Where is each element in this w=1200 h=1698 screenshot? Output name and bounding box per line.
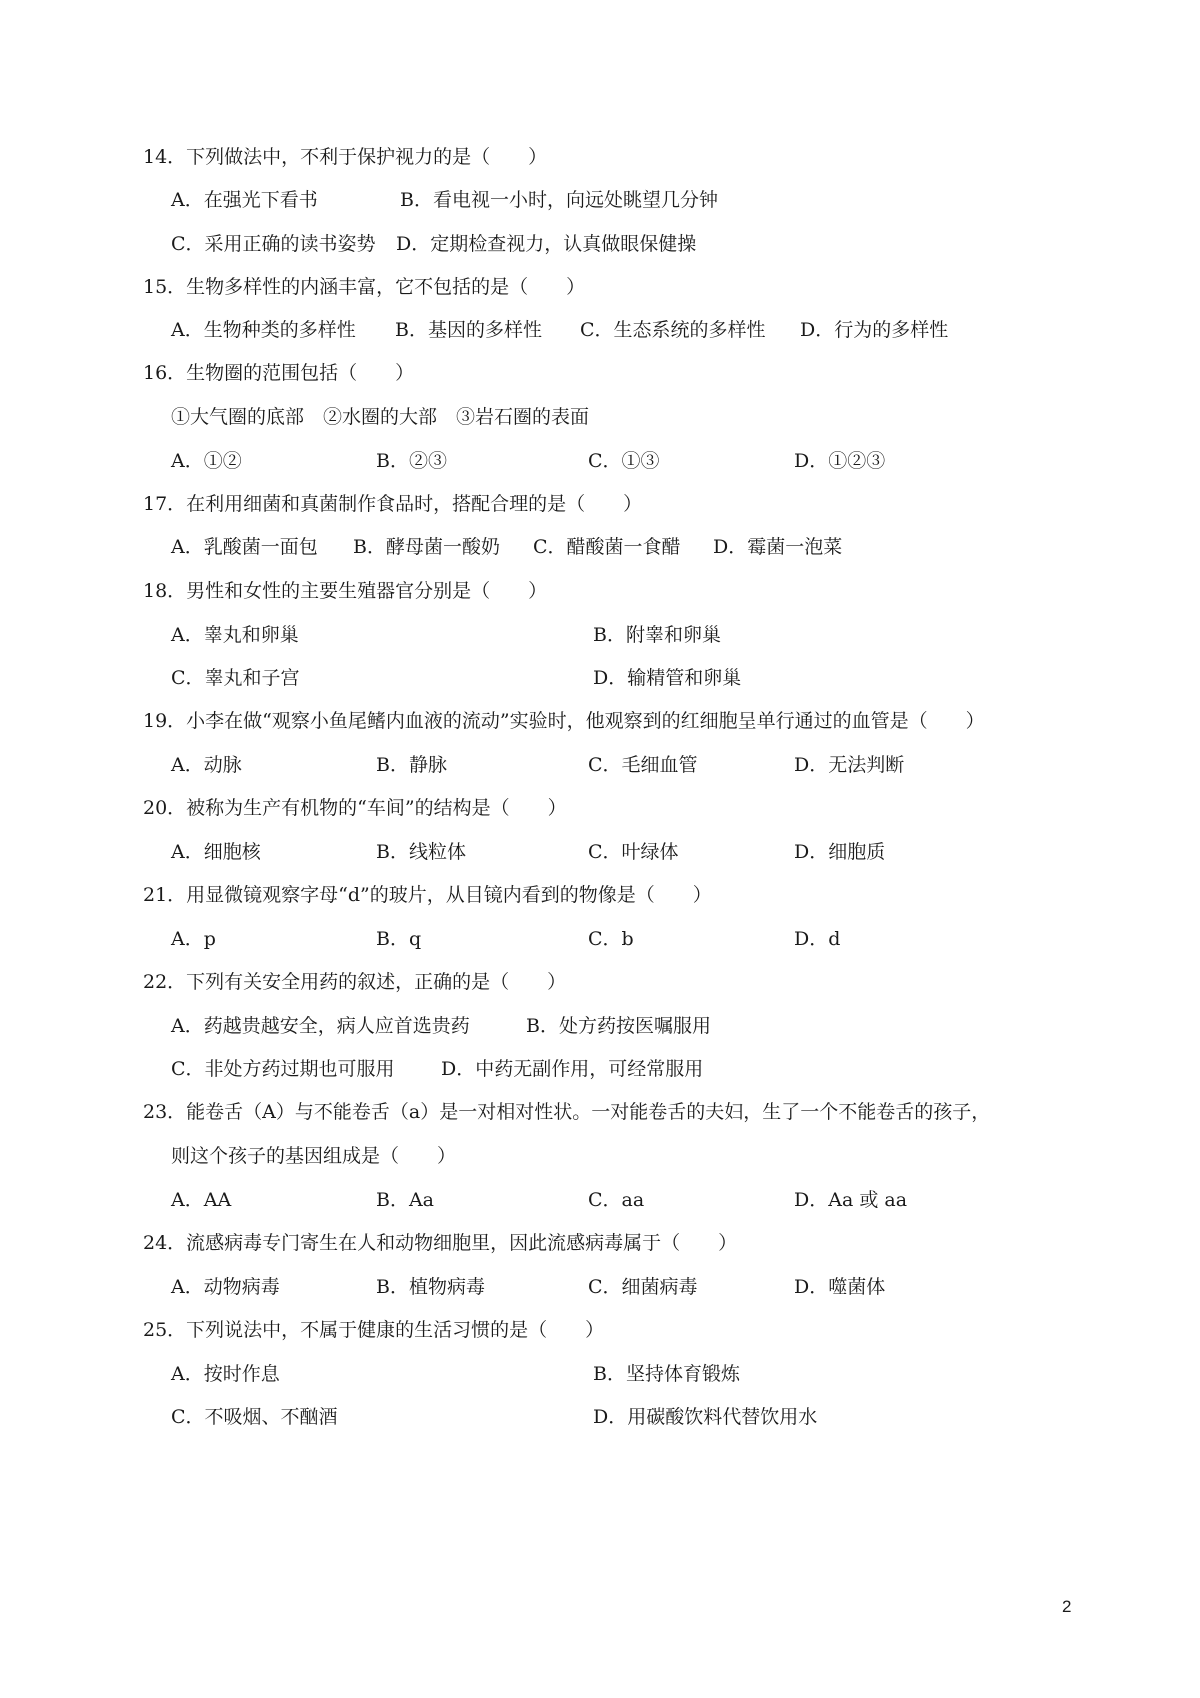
- option-d: D．中药无副作用，可经常服用: [441, 1058, 704, 1080]
- option-c: C．不吸烟、不酗酒: [171, 1406, 338, 1428]
- option-b: B．基因的多样性: [395, 319, 542, 341]
- option-a: A．细胞核: [171, 841, 261, 863]
- option-a: A．①②: [171, 450, 242, 472]
- question-21-stem: 21．用显微镜观察字母“d”的玻片，从目镜内看到的物像是（ ）: [143, 884, 712, 906]
- option-d: D．定期检查视力，认真做眼保健操: [396, 233, 697, 255]
- option-c: C．生态系统的多样性: [580, 319, 766, 341]
- option-d: D．Aa 或 aa: [794, 1189, 908, 1211]
- question-17-stem: 17．在利用细菌和真菌制作食品时，搭配合理的是（ ）: [143, 493, 643, 515]
- option-c: C．叶绿体: [588, 841, 679, 863]
- option-c: C．aa: [588, 1189, 645, 1211]
- option-a: A．动脉: [171, 754, 242, 776]
- option-c: C．采用正确的读书姿势: [171, 233, 376, 255]
- option-b: B．附睾和卵巢: [593, 624, 721, 646]
- option-d: D．①②③: [794, 450, 886, 472]
- option-a: A．动物病毒: [171, 1276, 280, 1298]
- option-d: D．细胞质: [794, 841, 886, 863]
- option-c: C．醋酸菌一食醋: [533, 536, 681, 558]
- option-d: D．行为的多样性: [800, 319, 949, 341]
- option-b: B．植物病毒: [376, 1276, 485, 1298]
- option-d: D．d: [794, 928, 841, 950]
- question-23-stem: 23．能卷舌（A）与不能卷舌（a）是一对相对性状。一对能卷舌的夫妇，生了一个不能卷舌的孩子，: [143, 1101, 991, 1123]
- question-25-stem: 25．下列说法中，不属于健康的生活习惯的是（ ）: [143, 1319, 605, 1341]
- option-c: C．①③: [588, 450, 660, 472]
- question-16-note: ①大气圈的底部 ②水圈的大部 ③岩石圈的表面: [171, 406, 590, 428]
- option-b: B．坚持体育锻炼: [593, 1363, 740, 1385]
- option-b: B．线粒体: [376, 841, 466, 863]
- option-d: D．霉菌一泡菜: [713, 536, 843, 558]
- option-a: A．睾丸和卵巢: [171, 624, 299, 646]
- option-b: B．静脉: [376, 754, 447, 776]
- option-a: A．AA: [171, 1189, 232, 1211]
- page-number: 2: [1062, 1597, 1072, 1616]
- question-18-stem: 18．男性和女性的主要生殖器官分别是（ ）: [143, 580, 548, 602]
- option-d: D．输精管和卵巢: [593, 667, 742, 689]
- question-20-stem: 20．被称为生产有机物的“车间”的结构是（ ）: [143, 797, 567, 819]
- option-c: C．细菌病毒: [588, 1276, 698, 1298]
- option-a: A．生物种类的多样性: [171, 319, 356, 341]
- option-b: B．看电视一小时，向远处眺望几分钟: [400, 189, 718, 211]
- option-a: A．按时作息: [171, 1363, 280, 1385]
- question-19-stem: 19．小李在做“观察小鱼尾鳍内血液的流动”实验时，他观察到的红细胞呈单行通过的血管是（ ）: [143, 710, 985, 732]
- question-16-stem: 16．生物圈的范围包括（ ）: [143, 362, 415, 384]
- option-b: B．q: [376, 928, 422, 950]
- option-a: A．药越贵越安全，病人应首选贵药: [171, 1015, 470, 1037]
- option-c: C．毛细血管: [588, 754, 698, 776]
- option-c: C．非处方药过期也可服用: [171, 1058, 395, 1080]
- option-b: B．酵母菌一酸奶: [353, 536, 500, 558]
- option-d: D．用碳酸饮料代替饮用水: [593, 1406, 818, 1428]
- question-14-stem: 14．下列做法中，不利于保护视力的是（ ）: [143, 146, 548, 168]
- option-d: D．无法判断: [794, 754, 905, 776]
- option-a: A．p: [171, 928, 216, 950]
- option-d: D．噬菌体: [794, 1276, 886, 1298]
- option-a: A．乳酸菌一面包: [171, 536, 318, 558]
- question-24-stem: 24．流感病毒专门寄生在人和动物细胞里，因此流感病毒属于（ ）: [143, 1232, 738, 1254]
- option-c: C．b: [588, 928, 634, 950]
- option-b: B．处方药按医嘱服用: [526, 1015, 711, 1037]
- question-22-stem: 22．下列有关安全用药的叙述，正确的是（ ）: [143, 971, 567, 993]
- option-a: A．在强光下看书: [171, 189, 318, 211]
- question-15-stem: 15．生物多样性的内涵丰富，它不包括的是（ ）: [143, 276, 586, 298]
- option-c: C．睾丸和子宫: [171, 667, 300, 689]
- option-b: B．②③: [376, 450, 447, 472]
- question-23-stem-continued: 则这个孩子的基因组成是（ ）: [171, 1145, 457, 1167]
- option-b: B．Aa: [376, 1189, 435, 1211]
